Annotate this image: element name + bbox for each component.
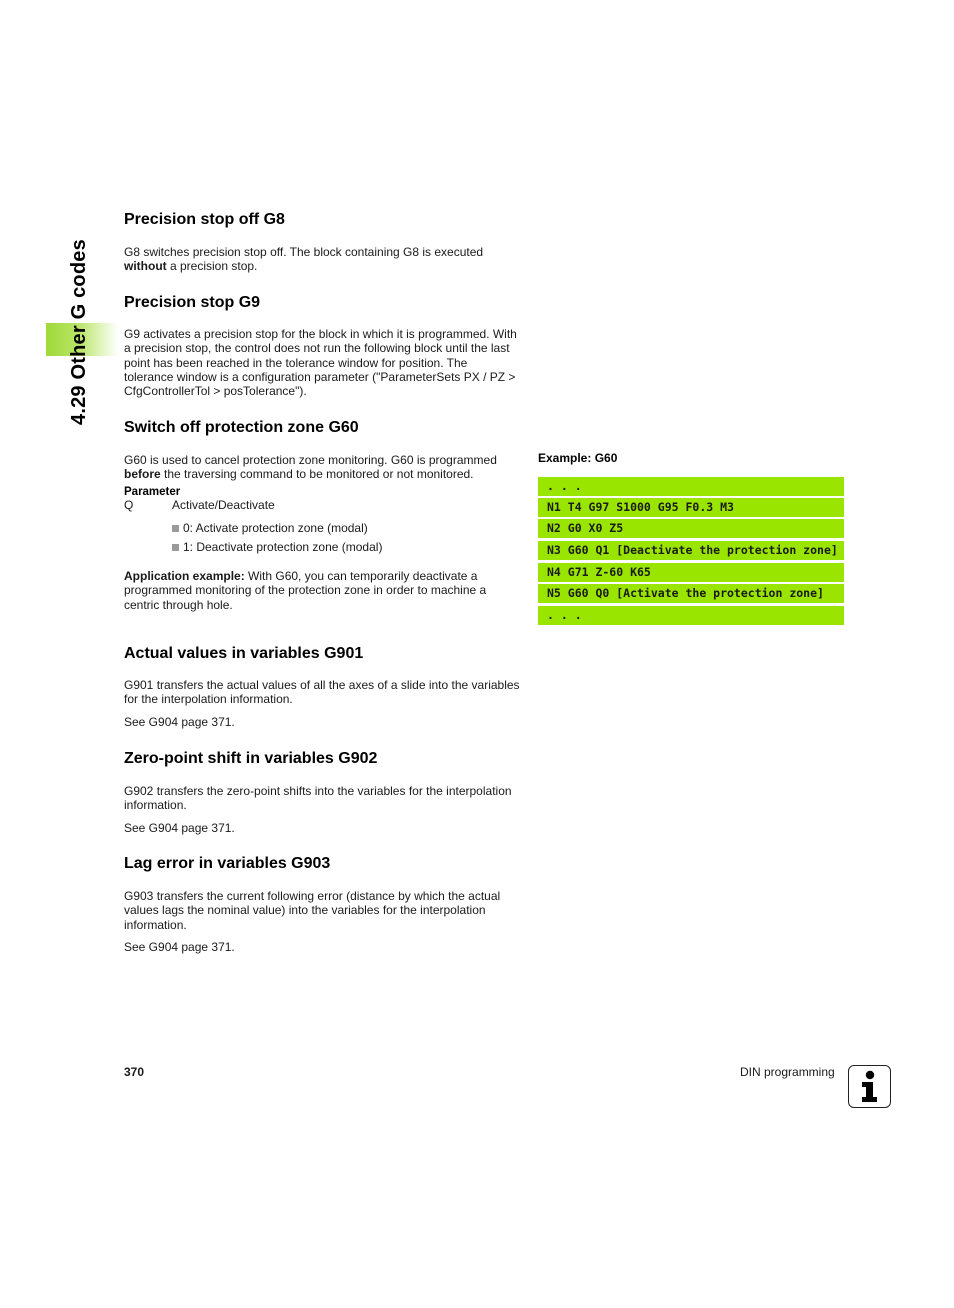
bullet-square-icon [172, 544, 179, 551]
paragraph-g9: G9 activates a precision stop for the block in which it is programmed. With a precision stop, the control does not run the following block until the last point has been reached in the tolerance window for position. The tolerance window is a configuration parameter ("ParameterSets PX / PZ > CfgControllerTol > posTolerance"). [124, 327, 517, 399]
paragraph-g903: G903 transfers the current following error (distance by which the actual values lags the nominal value) into the variables for the interpolation information. [124, 889, 501, 932]
see-reference-g903: See G904 page 371. [124, 940, 235, 954]
heading-g903: Lag error in variables G903 [124, 855, 331, 872]
chapter-name: DIN programming [740, 1065, 835, 1079]
see-reference-g902: See G904 page 371. [124, 821, 235, 835]
parameter-heading: Parameter [124, 486, 181, 498]
see-reference-g901: See G904 page 371. [124, 715, 235, 729]
parameter-description: Activate/Deactivate [172, 498, 275, 512]
heading-g902: Zero-point shift in variables G902 [124, 750, 378, 767]
chapter-title: 4.29 Other G codes [68, 239, 90, 425]
paragraph-g8: G8 switches precision stop off. The block containing G8 is executed without a precision stop. [124, 245, 484, 274]
paragraph-g902: G902 transfers the zero-point shifts into the variables for the interpolation information. [124, 784, 512, 813]
page-number: 370 [124, 1065, 145, 1079]
paragraph-g60: G60 is used to cancel protection zone monitoring. G60 is programmed before the traversing command to be monitored or not monitored. [124, 453, 497, 482]
heading-g9: Precision stop G9 [124, 294, 261, 311]
code-line: N5 G60 Q0 [Activate the protection zone] [538, 584, 844, 603]
option-item: 1: Deactivate protection zone (modal) [172, 540, 382, 554]
code-line: N3 G60 Q1 [Deactivate the protection zone] [538, 541, 844, 560]
example-label: Example: G60 [538, 451, 618, 465]
bullet-square-icon [172, 525, 179, 532]
option-item: 0: Activate protection zone (modal) [172, 521, 368, 535]
paragraph-g901: G901 transfers the actual values of all the axes of a slide into the variables for the interpolation information. [124, 678, 520, 707]
heading-g901: Actual values in variables G901 [124, 645, 364, 662]
application-example: Application example: With G60, you can temporarily deactivate a programmed monitoring of the protection zone in order to machine a centric through hole. [124, 569, 487, 612]
code-line: N2 G0 X0 Z5 [538, 519, 844, 538]
heading-g8: Precision stop off G8 [124, 211, 285, 228]
code-line: . . . [538, 606, 844, 625]
code-line: N4 G71 Z-60 K65 [538, 563, 844, 582]
info-icon [848, 1065, 891, 1108]
code-line: . . . [538, 477, 844, 496]
heading-g60: Switch off protection zone G60 [124, 419, 359, 436]
parameter-key: Q [124, 498, 134, 512]
code-line: N1 T4 G97 S1000 G95 F0.3 M3 [538, 498, 844, 517]
